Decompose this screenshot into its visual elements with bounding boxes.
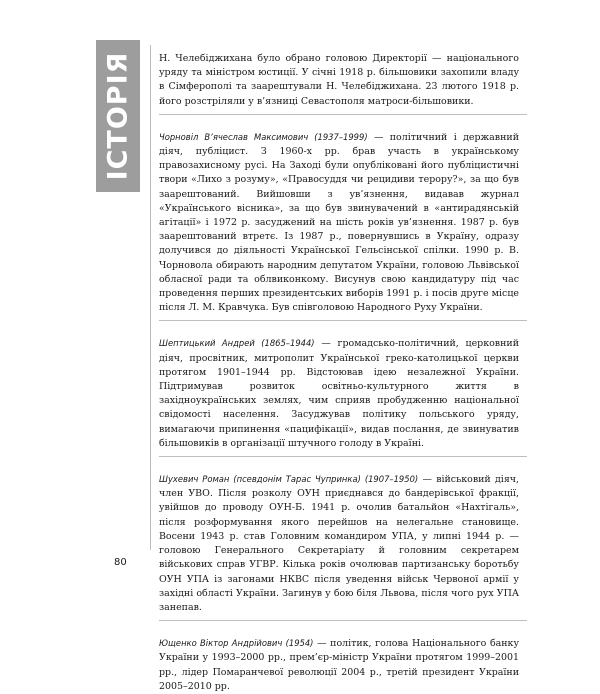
entry-divider — [159, 620, 527, 621]
entry-text: — громадсько-політичний, церковний діяч, просвітник, митрополит Української греко-католицької церкви протягом 1901–1944 рр. Відстоював ідею незалежної України. Підтримував розвиток освітньо-культурного життя в західноукраїнських землях, чим сприяв пробудженню національної свідомості населення. Засуджував політику польського уряду, вимагаючи припинення «пацифікації», видав послання, де звинуватив більшовиків в організації штучного голоду в Україні. — [159, 338, 519, 449]
entry-text: — політик, голова Національного банку України у 1993–2000 рр., прем’єр-міністр України протягом 1999–2001 рр., лідер Помаранчевої революції 2004 р., третій президент України 2005–2010 рр. — [159, 638, 520, 692]
section-tab — [96, 40, 140, 192]
biography-entry — [159, 636, 519, 694]
entry-divider — [159, 114, 527, 115]
main-content — [159, 52, 519, 694]
page-number: 80 — [114, 557, 127, 568]
entry-name: Шухевич Роман (псевдонім Тарас Чупринка) (1907–1950) — [159, 474, 419, 485]
intro-paragraph: Н. Челебіджихана було обрано головою Директорії — національного уряду та міністром юстиції. У січні 1918 р. більшовики захопили владу в Сімферополі та заарештували Н. Челебіджихана. 23 лютого 1918 р. його розстріляли у в’язниці Севастополя матроси-більшовики. — [159, 53, 519, 107]
entry-divider — [159, 456, 527, 457]
entry-name: Чорновіл В’ячеслав Максимович (1937–1999) — [159, 131, 368, 142]
biography-entry — [159, 472, 519, 615]
biography-entry — [159, 336, 519, 451]
entry-text: — військовий діяч, член УВО. Після розколу ОУН приєднався до бандерівської фракції, увійшов до проводу ОУН-Б. 1941 р. очолив батальйон «Нахтігаль», після розформування якого перейшов на нелегальне становище. Восени 1943 р. став Головним командиром УПА, у липні 1944 р. — головою Генерального Секретаріату й головним секретарем військових справ УГВР. Кілька років очолював партизанську боротьбу ОУН УПА із загонами НКВС після уведення військ Червоної армії у західні області України. Загинув у бою біля Львова, після чого рух УПА занепав. — [159, 474, 520, 613]
vertical-divider — [150, 45, 151, 550]
entry-divider — [159, 320, 527, 321]
entry-text: — політичний і державний діяч, публіцист. З 1960-х рр. брав участь в українському правозахисному русі. На Заході були опубліковані його публіцистичні твори «Лихо з розуму», «Правосуддя чи рецидиви терору?», за що був заарештований. Вийшовши з ув’язнення, видавав журнал «Українського вісника», за що був звинувачений в «антирадянській агітації» і 1972 р. засуджений на шість років ув’язнення. 1987 р. був заарештований втретє. Із 1987 р., повернувшись в Україну, одразу долучився до діяльності Української Гельсінської спілки. 1990 р. В. Чорновола обирають народним депутатом України, головою Львівської обласної ради та облвиконкому. Висунув свою кандидатуру під час проведення перших президентських виборів 1991 р. і посів друге місце після Л. М. Кравчука. Був співголовою Народного Руху України. — [159, 131, 519, 314]
biography-entry — [159, 130, 519, 316]
entry-name: Шептицький Андрей (1865–1944) — [159, 338, 315, 349]
entry-name: Ющенко Віктор Андрійович (1954) — [159, 638, 314, 649]
section-title: ІСТОРІЯ — [102, 51, 134, 181]
